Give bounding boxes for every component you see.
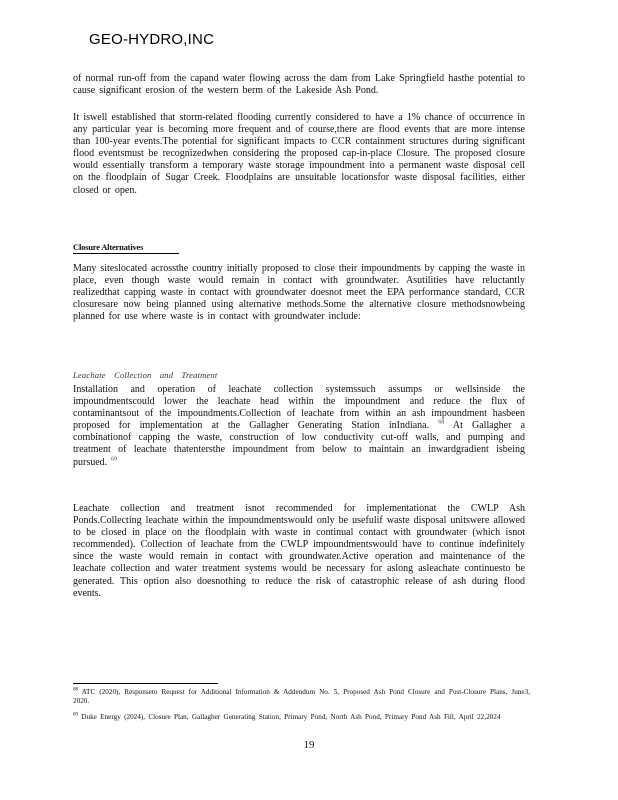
leachate-gallagher-text: At Gallagher a combinationof capping the waste, construction of low conductivity cut-off walls, and pumping and treatment of leachate thatentersthe impoundment from below to maintain an inwardgradient isbeing pursued.	[73, 420, 526, 468]
paragraph-flooding: It iswell established that storm-related flooding currently considered to have a 1% chance of occurrence in any particular year is becoming more frequent and of course,there are flood events that are more intense than 100-year events.The potential for significant impacts to CCR containment structures during significant flood eventsmust be recognizedwhen considering the proposed cap-in-place Closure. The proposed closure would essentially transform a temporary waste storage impoundment into a permanent waste disposal cell on the floodplain of Sugar Creek. Floodplains are unsuitable locationsfor waste disposal facilities, either closed or open.	[73, 112, 525, 196]
footnote-68-text: ATC (2020), Responseto Request for Additional Information & Addendum No. 5, Proposed Ash Pond Closure and Post-Closure Plans, June3, 2020.	[73, 688, 530, 705]
footnote-68	[73, 688, 530, 706]
footnote-ref-68[interactable]: 68	[438, 419, 445, 426]
section-heading-closure-alternatives: Closure Alternatives	[73, 242, 179, 254]
footnote-divider	[73, 683, 218, 684]
leachate-installation-text: Installation and operation of leachate collection systemssuch assumps or wellsinside the impoundmentscould lower the leachate head within the impoundment and reduce the flux of contaminantsout of the impoundments.Collection of leachate from within an ash impoundment hasbeen proposed for implementation at the Gallagher Generating Station inIndiana.	[73, 384, 525, 432]
footnote-69	[73, 713, 530, 722]
paragraph-runoff: of normal run-off from the capand water flowing across the dam from Lake Springfield hasthe potential to cause significant erosion of the western berm of the Lakeside Ash Pond.	[73, 73, 525, 97]
subheading-leachate: Leachate Collection and Treatment	[73, 370, 218, 380]
paragraph-not-recommended: Leachate collection and treatment isnot recommended for implementationat the CWLP Ash Ponds.Collecting leachate within the impoundmentswould only be usefulif waste disposal unitswere allowed to be closed in place on the floodplain with waste in continual contact with groundwater (which isnot recommended). Collection of leachate from the CWLP impoundmentswould have to continue indefinitely since the waste would remain in contact with groundwater.Active operation and maintenance of the leachate collection and water treatment systems would be necessary for aslong asleachate continuesto be generated. This option also doesnothing to reduce the risk of catastrophic release of ash during flood events.	[73, 503, 525, 599]
footnote-69-number: 69	[73, 712, 78, 718]
paragraph-leachate-installation	[73, 384, 525, 469]
company-header: GEO-HYDRO,INC	[89, 31, 215, 48]
footnote-ref-69[interactable]: 69	[111, 456, 118, 463]
footnote-69-text: Duke Energy (2024), Closure Plan, Gallagher Generating Station, Primary Pond, North Ash Pond, Primary Pond Ash Fill, April 22,2024	[81, 713, 501, 721]
footnote-68-number: 68	[73, 687, 78, 693]
paragraph-alternatives: Many siteslocated acrossthe country initially proposed to close their impoundments by capping the waste in place, even though waste would remain in contact with groundwater. Asutilities have reluctantly realizedthat capping waste in contact with groundwater doesnot meet the EPA performance standard, CCR closuresare now being planned using alternative methods.Some the alternative closure methodsnowbeing planned for use where waste is in contact with groundwater include:	[73, 263, 526, 323]
page-number: 19	[303, 739, 315, 751]
